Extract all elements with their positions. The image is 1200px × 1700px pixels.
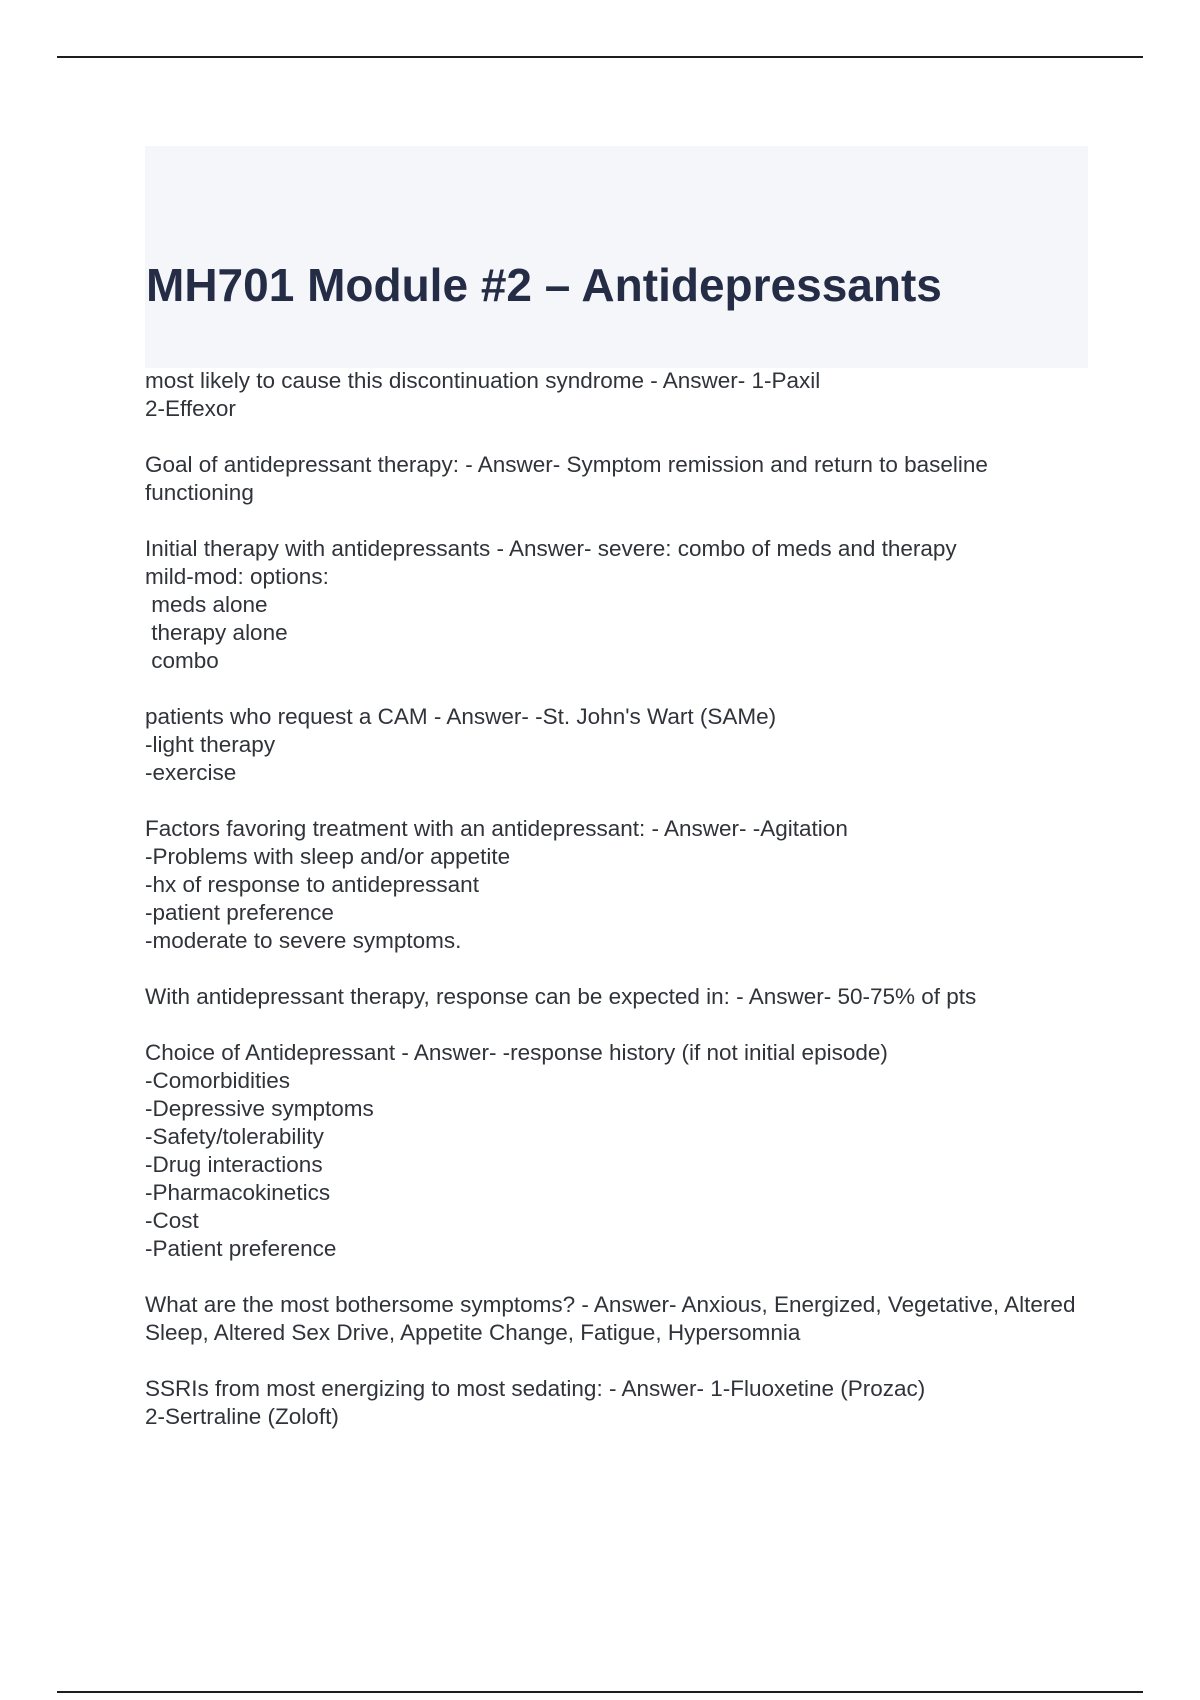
qa-line: -Pharmacokinetics <box>145 1180 331 1205</box>
qa-line: -exercise <box>145 760 237 785</box>
qa-line: 2-Effexor <box>145 396 236 421</box>
bottom-rule <box>57 1691 1143 1693</box>
qa-line: combo <box>145 648 219 673</box>
qa-line: -light therapy <box>145 732 276 757</box>
qa-line: meds alone <box>145 592 268 617</box>
qa-item <box>145 703 1085 787</box>
qa-item <box>145 367 1085 423</box>
qa-item <box>145 451 1085 507</box>
qa-line: Factors favoring treatment with an antidepressant: - Answer- -Agitation <box>145 816 848 841</box>
qa-item <box>145 1291 1085 1347</box>
qa-line: -Cost <box>145 1208 199 1233</box>
qa-item <box>145 1039 1085 1263</box>
qa-line: -Patient preference <box>145 1236 337 1261</box>
qa-line: patients who request a CAM - Answer- -St. John's Wart (SAMe) <box>145 704 777 729</box>
qa-line: -Comorbidities <box>145 1068 291 1093</box>
qa-line: Initial therapy with antidepressants - Answer- severe: combo of meds and therapy <box>145 536 957 561</box>
qa-line: Choice of Antidepressant - Answer- -response history (if not initial episode) <box>145 1040 888 1065</box>
qa-item <box>145 815 1085 955</box>
qa-line: -Depressive symptoms <box>145 1096 374 1121</box>
qa-line: What are the most bothersome symptoms? - Answer- Anxious, Energized, Vegetative, Altered Sleep, Altered Sex Drive, Appetite Change, Fatigue, Hypersomnia <box>145 1292 1076 1345</box>
qa-line: -Drug interactions <box>145 1152 323 1177</box>
qa-item <box>145 1375 1085 1431</box>
qa-line: -hx of response to antidepressant <box>145 872 479 897</box>
qa-line: therapy alone <box>145 620 288 645</box>
qa-line: -Safety/tolerability <box>145 1124 324 1149</box>
qa-item <box>145 983 1085 1011</box>
qa-line: With antidepressant therapy, response can be expected in: - Answer- 50-75% of pts <box>145 984 977 1009</box>
top-rule <box>57 56 1143 58</box>
qa-line: most likely to cause this discontinuation syndrome - Answer- 1-Paxil <box>145 368 821 393</box>
qa-item <box>145 535 1085 675</box>
qa-line: SSRIs from most energizing to most sedating: - Answer- 1-Fluoxetine (Prozac) <box>145 1376 926 1401</box>
page-title: MH701 Module #2 – Antidepressants <box>146 259 942 311</box>
qa-line: 2-Sertraline (Zoloft) <box>145 1404 339 1429</box>
qa-line: mild-mod: options: <box>145 564 329 589</box>
qa-line: -Problems with sleep and/or appetite <box>145 844 511 869</box>
qa-line: Goal of antidepressant therapy: - Answer- Symptom remission and return to baseline functioning <box>145 452 988 505</box>
qa-line: -patient preference <box>145 900 334 925</box>
qa-line: -moderate to severe symptoms. <box>145 928 462 953</box>
qa-list <box>145 367 1085 1459</box>
